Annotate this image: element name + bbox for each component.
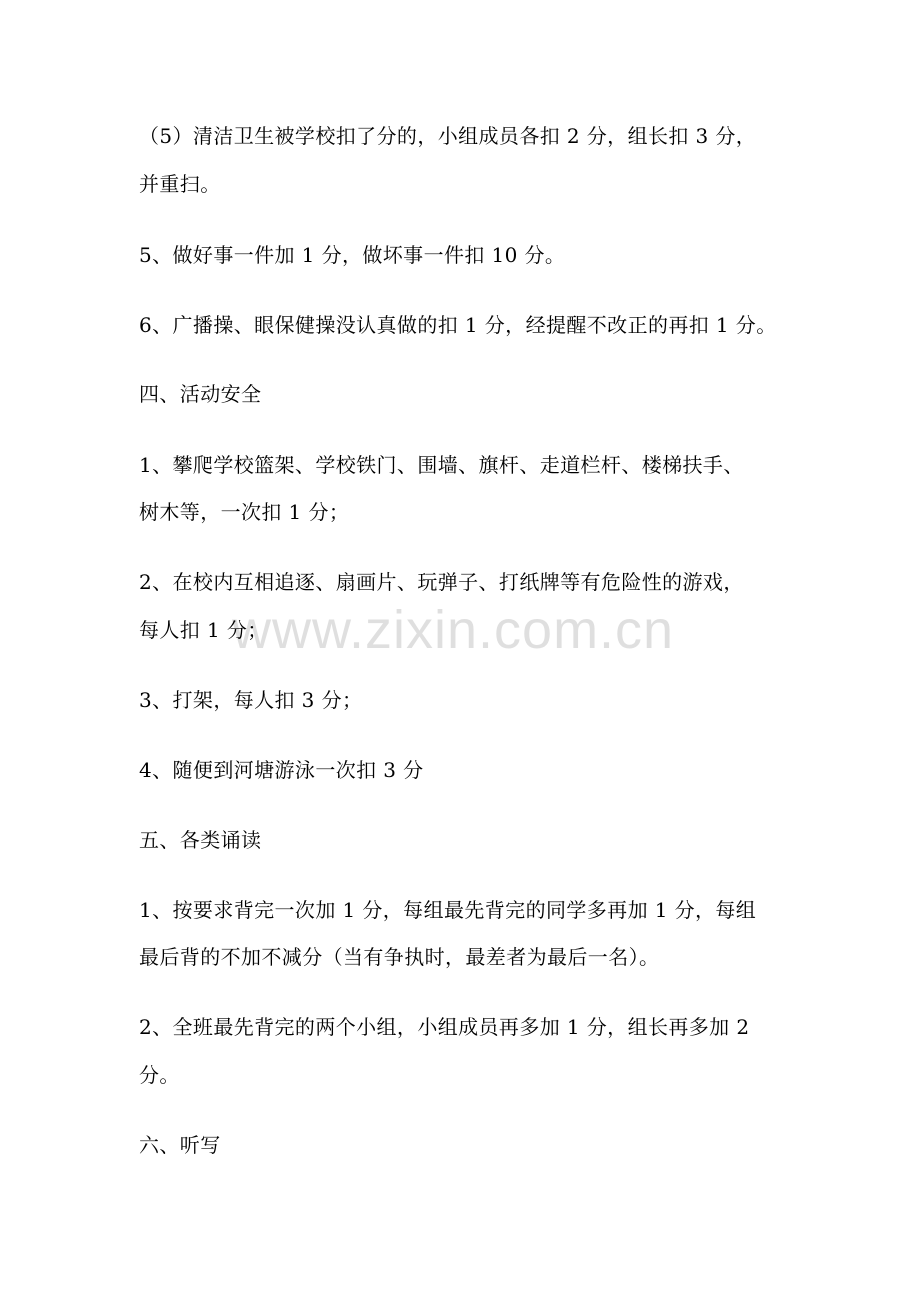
text-line: 4、随便到河塘游泳一次扣 3 分 (139, 758, 424, 782)
text-line: 树木等，一次扣 1 分； (139, 500, 350, 524)
text-line: （5）清洁卫生被学校扣了分的，小组成员各扣 2 分，组长扣 3 分， (139, 124, 757, 148)
section-heading: 四、活动安全 (139, 382, 262, 406)
text-line: 2、全班最先背完的两个小组，小组成员再多加 1 分，组长再多加 2 (139, 1015, 750, 1039)
text-line: 5、做好事一件加 1 分，做坏事一件扣 10 分。 (139, 243, 566, 267)
text-line: 每人扣 1 分； (139, 618, 268, 642)
text-line: 6、广播操、眼保健操没认真做的扣 1 分，经提醒不改正的再扣 1 分。 (139, 313, 777, 337)
text-line: 最后背的不加不减分（当有争执时，最差者为最后一名）。 (139, 945, 660, 969)
watermark: www.zixin.com.cn (232, 600, 675, 660)
text-line: 1、按要求背完一次加 1 分，每组最先背完的同学多再加 1 分，每组 (139, 898, 757, 922)
text-line: 2、在校内互相追逐、扇画片、玩弹子、打纸牌等有危险性的游戏， (139, 570, 744, 594)
section-heading: 五、各类诵读 (139, 828, 262, 852)
text-line: 3、打架，每人扣 3 分； (139, 688, 363, 712)
text-line: 1、攀爬学校篮架、学校铁门、围墙、旗杆、走道栏杆、楼梯扶手、 (139, 453, 744, 477)
section-heading: 六、听写 (139, 1133, 221, 1157)
text-line: 分。 (139, 1063, 180, 1087)
text-line: 并重扫。 (139, 172, 221, 196)
